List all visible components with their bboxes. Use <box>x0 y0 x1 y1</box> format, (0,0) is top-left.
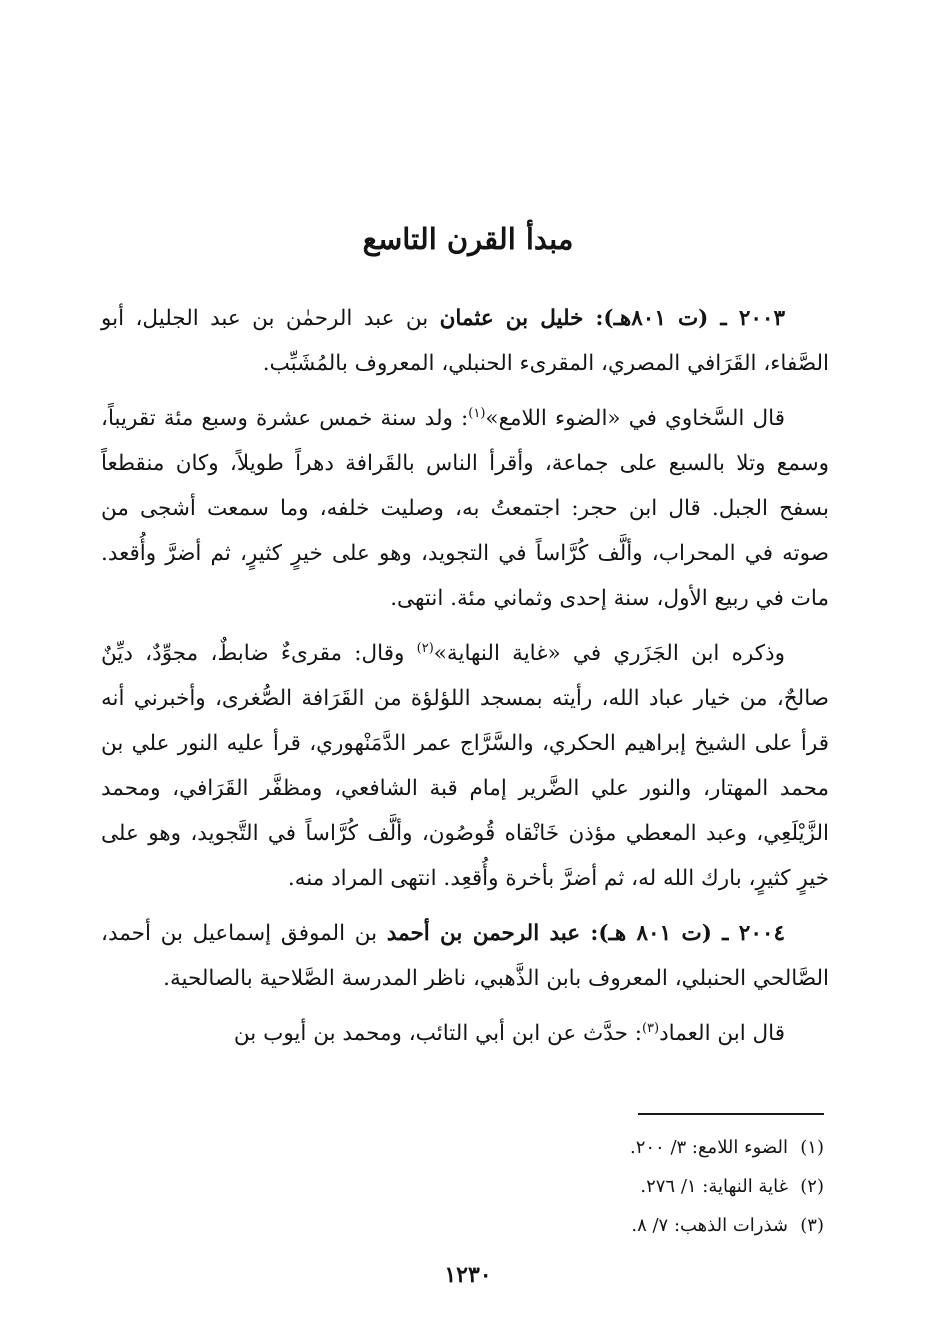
footnote-number: (٢) <box>800 1176 824 1197</box>
footnotes <box>324 1128 824 1245</box>
footnote-divider <box>638 1113 824 1115</box>
paragraph-sakhawi-before: قال السَّخاوي في «الضوء اللامع» <box>485 406 785 431</box>
footnote-ref-3: (٣) <box>641 1020 660 1036</box>
footnote-text: غاية النهاية: ١/ ٢٧٦. <box>640 1176 788 1197</box>
paragraph-imad-before: قال ابن العماد <box>659 1021 785 1046</box>
footnote-2 <box>324 1167 824 1206</box>
paragraph-jazari <box>101 631 829 901</box>
footnote-text: الضوء اللامع: ٣/ ٢٠٠. <box>629 1137 788 1158</box>
footnote-number: (١) <box>800 1137 824 1158</box>
entry-2004 <box>101 911 829 1001</box>
paragraph-sakhawi <box>101 396 829 621</box>
footnote-ref-1: (١) <box>468 405 486 421</box>
entry-2003 <box>101 296 829 386</box>
entry-2003-head: ٢٠٠٣ ـ (ت ٨٠١هـ): <box>583 306 786 331</box>
page-number: ١٢٣٠ <box>444 1262 492 1288</box>
paragraph-sakhawi-after: : ولد سنة خمس عشرة وسبع مئة تقريباً، وسمع وتلا بالسبع على جماعة، وأقرأ الناس بالقَرافة دهراً طويلاً، وكان منقطعاً بسفح الجبل. قال ابن حجر: اجتمعتُ به، وصليت خلفه، وما سمعت أشجى من صوته في المحراب، وألَّف كُرَّاساً في التجويد، وهو على خيرٍ كثيرٍ، ثم أضرَّ وأُقعد. مات في ربيع الأول، سنة إحدى وثماني مئة. انتهى. <box>101 406 830 611</box>
entry-2004-rest: بن الموفق إسماعيل بن أحمد، الصَّالحي الحنبلي، المعروف بابن الذَّهبي، ناظر المدرسة الصَّلاحية بالصالحية. <box>101 921 829 991</box>
footnote-text: شذرات الذهب: ٧/ ٨. <box>631 1215 788 1236</box>
footnote-number: (٣) <box>800 1215 824 1236</box>
entry-2003-name: خليل بن عثمان <box>439 306 584 331</box>
page-title: مبدأ القرن التاسع <box>362 222 574 256</box>
entry-2004-name: عبد الرحمن بن أحمد <box>386 921 581 946</box>
paragraph-jazari-before: وذكره ابن الجَزَري في «غاية النهاية» <box>433 641 785 666</box>
footnote-ref-2: (٢) <box>416 640 434 656</box>
paragraph-imad <box>101 1011 829 1056</box>
paragraph-jazari-after: وقال: مقرىءٌ ضابطٌ، مجوِّدٌ، ديِّنٌ صالحٌ، من خيار عباد الله، رأيته بمسجد اللؤلؤة من القَرَافة الصُّغرى، وأخبرني أنه قرأ على الشيخ إبراهيم الحكري، والسَّرَّاج عمر الدَّمَنْهوري، قرأ عليه النور علي بن محمد المهتار، والنور علي الضَّرير إمام قبة الشافعي، ومظفَّر القَرَافي، ومحمد الزَّيْلَعِي، وعبد المعطي مؤذن خَانْقاه قُوصُون، وألَّف كُرَّاساً في التَّجويد، وهو على خيرٍ كثيرٍ، بارك الله له، ثم أضرَّ بأخرة وأُقعِد. انتهى المراد منه. <box>101 641 829 891</box>
entry-2004-head: ٢٠٠٤ ـ (ت ٨٠١ هـ): <box>580 921 785 946</box>
main-text <box>101 296 829 1066</box>
entry-2003-rest: بن عبد الرحمٰن بن عبد الجليل، أبو الصَّفاء، القَرَافي المصري، المقرىء الحنبلي، المعروف بالمُشَبِّب. <box>101 306 829 376</box>
footnote-3 <box>324 1206 824 1245</box>
paragraph-imad-after: : حدَّث عن ابن أبي التائب، ومحمد بن أيوب بن <box>233 1021 642 1046</box>
footnote-1 <box>324 1128 824 1167</box>
